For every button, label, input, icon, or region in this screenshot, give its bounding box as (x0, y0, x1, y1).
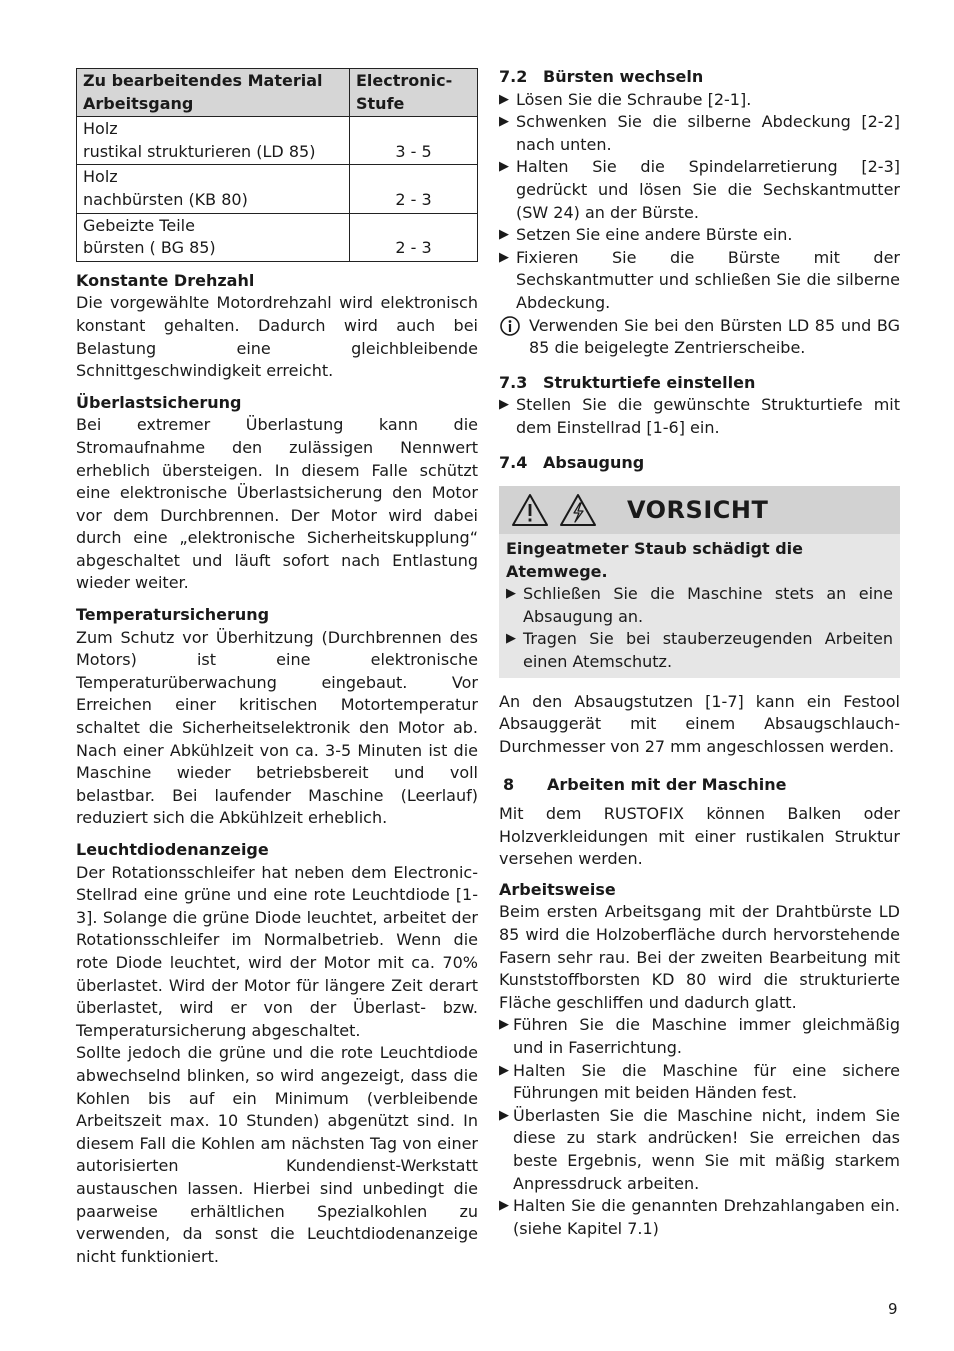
bullet-triangle-icon: ▶ (506, 631, 516, 647)
table-cell-material (77, 213, 350, 261)
info-icon (499, 315, 529, 360)
warning-box (499, 486, 900, 678)
section-8-heading (499, 774, 900, 797)
section-number: 7.2 (499, 67, 528, 86)
list-item-text: Tragen Sie bei stauberzeugenden Arbeiten einen Atemschutz. (523, 629, 893, 672)
list-item-text: Halten Sie die genannten Drehzahlangaben ein. (siehe Kapitel 7.1) (513, 1196, 900, 1238)
bullet-triangle-icon: ▶ (499, 249, 509, 265)
list-item-text: Führen Sie die Maschine immer gleichmäßig und in Faserrichtung. (513, 1015, 900, 1057)
list-item-text: Schwenken Sie die silberne Abdeckung [2-2] nach unten. (516, 112, 900, 154)
list-item (499, 247, 900, 315)
section-7-2-heading (499, 66, 900, 89)
table-cell-stufe: 2 - 3 (350, 213, 478, 261)
cell-line: rustikal strukturieren (LD 85) (83, 141, 316, 161)
list-item (499, 1060, 900, 1105)
bullet-triangle-icon: ▶ (499, 1017, 509, 1033)
bullet-triangle-icon: ▶ (499, 1198, 509, 1214)
table-header-material: Zu bearbeitendes Material Arbeitsgang (77, 69, 350, 117)
list-item-text: Halten Sie die Maschine für eine sichere Führungen mit beiden Händen fest. (513, 1060, 900, 1103)
ueberlast-text: Bei extremer Überlastung kann die Stromaufnahme den zulässigen Nennwert erheblich übersteigen. In diesem Falle schützt eine elektronische Überlastsicherung den Motor vor dem Durchbrennen. Der Motor wird dabei durch eine „elektronische Sicherheitskupplung“ abgeschaltet und läuft sofort nach Entlastung wieder weiter. (76, 415, 478, 593)
warning-triangle-icon (511, 493, 549, 527)
cell-line: bürsten ( BG 85) (83, 238, 216, 258)
table-row (77, 165, 478, 213)
warning-header (499, 486, 900, 534)
absaugung-text: An den Absaugstutzen [1-7] kann ein Festool Absauggerät mit einem Absaugschlauch-Durchmesser von 27 mm angeschlossen werden. (499, 691, 900, 756)
bullet-triangle-icon: ▶ (499, 114, 509, 130)
konstante-text: Die vorgewählte Motordrehzahl wird elektronisch konstant gehalten. Dadurch wird auch bei Belastung eine gleichbleibende Schnittgeschwindigkeit erreicht. (76, 293, 478, 381)
warning-body (499, 534, 900, 678)
section-title: Absaugung (543, 452, 645, 472)
list-item (499, 224, 900, 247)
section-8-intro: Mit dem RUSTOFIX können Balken oder Holzverkleidungen mit einer rustikalen Struktur versehen werden. (499, 804, 900, 869)
led-text-1: Der Rotationsschleifer hat neben dem Electronic-Stellrad eine grüne und eine rote Leuchtdiode [1-3]. Solange die grüne Diode leuchtet, arbeitet der Rotationsschleifer im Normalbetrieb. Wenn die rote Diode leuchtet, wird der Motor mit ca. 70% überlastet. Wird der Motor für längere Zeit derart überlastet, wird er von der Überlast- bzw. Temperatursicherung abgeschaltet. (76, 862, 478, 1040)
right-column (499, 66, 900, 1240)
bullet-triangle-icon: ▶ (499, 397, 509, 413)
list-item (506, 583, 893, 628)
led-heading: Leuchtdiodenanzeige (76, 840, 269, 859)
list-item (499, 111, 900, 156)
cell-line: Holz (83, 119, 118, 139)
section-7-3-heading (499, 372, 900, 395)
table-row (77, 117, 478, 165)
cell-line: Gebeizte Teile (83, 215, 195, 235)
konstante-heading: Konstante Drehzahl (76, 270, 255, 290)
list-item-text: Stellen Sie die gewünschte Strukturtiefe mit dem Einstellrad [1-6] ein. (516, 395, 900, 437)
section-title: Arbeiten mit der Maschine (547, 775, 787, 795)
settings-table (76, 68, 478, 262)
led-text-2: Sollte jedoch die grüne und die rote Leuchtdiode abwechselnd blinken, so wird angezeigt, dass die Kohlen bis auf ein Minimum (verbleibende Arbeitszeit max. 10 Stunden) abgenützt sind. In diesem Fall die Kohlen am nächsten Tag von einer autorisierten Kundendienst-Werkstatt austauschen lassen. Hierbei sind unbedingt die paarweise erhältlichen Spezialkohlen zu verwenden, da sonst die Leuchtdiodenanzeige nicht funktioniert. (76, 1043, 478, 1266)
list-item (499, 1014, 900, 1059)
section-7-4-heading (499, 452, 900, 475)
info-note (499, 315, 900, 360)
table-cell-material (77, 117, 350, 165)
list-item (499, 1105, 900, 1195)
list-item (499, 394, 900, 439)
table-cell-stufe: 2 - 3 (350, 165, 478, 213)
bullet-triangle-icon: ▶ (499, 1062, 509, 1078)
section-title: Strukturtiefe einstellen (543, 372, 756, 392)
list-item-text: Überlasten Sie die Maschine nicht, indem Sie diese zu stark andrücken! Sie erreichen das beste Ergebnis, wenn Sie mit mäßig starkem Anpressdruck arbeiten. (513, 1105, 900, 1193)
table-cell-material (77, 165, 350, 213)
temperatur-heading: Temperatursicherung (76, 605, 270, 625)
table-header-row (77, 69, 478, 117)
list-item-text: Fixieren Sie die Bürste mit der Sechskantmutter und schließen Sie die silberne Abdeckung. (516, 247, 900, 312)
bullet-triangle-icon: ▶ (506, 586, 516, 602)
list-item (499, 89, 900, 112)
bullet-triangle-icon: ▶ (499, 227, 509, 243)
table-header-stufe: Electronic-Stufe (350, 69, 478, 117)
list-item (499, 156, 900, 224)
temperatur-text: Zum Schutz vor Überhitzung (Durchbrennen des Motors) ist eine elektronische Temperaturüberwachung eingebaut. Vor Erreichen einer kritischen Motortemperatur schaltet die Sicherheitselektronik den Motor ab. Nach einer Abkühlzeit von ca. 3-5 Minuten ist die Maschine wieder betriebsbereit und voll belastbar. Bei laufender Maschine (Leerlauf) reduziert sich die Abkühlzeit erheblich. (76, 627, 478, 828)
table-row (77, 213, 478, 261)
list-item (499, 1195, 900, 1240)
section-title: Bürsten wechseln (543, 67, 704, 86)
list-item-text: Schließen Sie die Maschine stets an eine Absaugung an. (523, 584, 893, 626)
list-item (506, 628, 893, 673)
list-item-text: Lösen Sie die Schraube [2-1]. (516, 89, 752, 109)
cell-line: nachbürsten (KB 80) (83, 189, 248, 209)
page-number: 9 (888, 1300, 898, 1318)
bullet-triangle-icon: ▶ (499, 1107, 509, 1123)
left-column (76, 66, 478, 1268)
warning-subtitle: Eingeatmeter Staub schädigt die Atemwege. (506, 539, 804, 581)
ueberlast-heading: Überlastsicherung (76, 392, 242, 412)
electric-hazard-icon (559, 493, 597, 527)
arbeitsweise-text: Beim ersten Arbeitsgang mit der Drahtbürste LD 85 wird die Holzoberfläche durch hervorstehende Fasern sehr rau. Bei der zweiten Bearbeitung mit Kunststoffborsten KD 80 wird die strukturierte Fläche geschliffen und dadurch glatt. (499, 902, 900, 1012)
info-text: Verwenden Sie bei den Bürsten LD 85 und BG 85 die beigelegte Zentrierscheibe. (529, 315, 900, 358)
cell-line: Holz (83, 167, 118, 187)
section-number: 7.3 (499, 372, 528, 392)
bullet-triangle-icon: ▶ (499, 159, 509, 175)
table-cell-stufe: 3 - 5 (350, 117, 478, 165)
warning-title: VORSICHT (627, 496, 769, 525)
list-item-text: Setzen Sie eine andere Bürste ein. (516, 225, 793, 245)
section-number: 8 (503, 775, 515, 795)
section-number: 7.4 (499, 452, 528, 472)
list-item-text: Halten Sie die Spindelarretierung [2-3] gedrückt und lösen Sie die Sechskantmutter (SW 24) an der Bürste. (516, 157, 900, 222)
arbeitsweise-heading: Arbeitsweise (499, 879, 616, 899)
bullet-triangle-icon: ▶ (499, 91, 509, 107)
